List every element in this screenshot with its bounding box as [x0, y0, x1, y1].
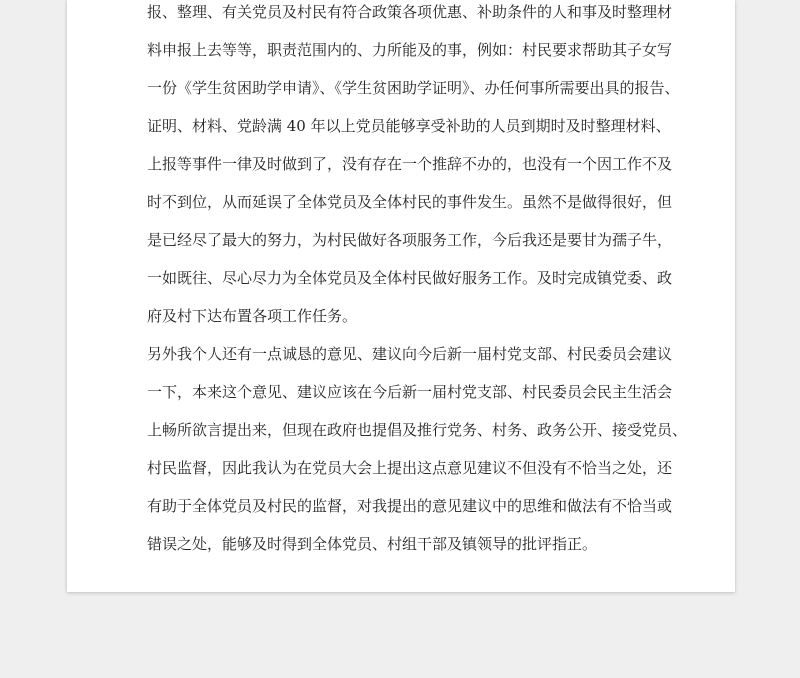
- text-line: 另外我个人还有一点诚恳的意见、建议向今后新一届村党支部、村民委员会建议: [147, 345, 673, 363]
- text-line: 上畅所欲言提出来，但现在政府也提倡及推行党务、村务、政务公开、接受党员、: [147, 421, 688, 439]
- text-line: 一如既往、尽心尽力为全体党员及全体村民做好服务工作。及时完成镇党委、政: [147, 269, 673, 287]
- text-line: 时不到位，从而延误了全体党员及全体村民的事件发生。虽然不是做得很好，但: [147, 193, 673, 211]
- text-line: 报、整理、有关党员及村民有符合政策各项优惠、补助条件的人和事及时整理材: [147, 3, 673, 21]
- text-line: 证明、材料、党龄满 40 年以上党员能够享受补助的人员到期时及时整理材料、: [147, 117, 671, 135]
- text-line: 一份《学生贫困助学申请》、《学生贫困助学证明》、办任何事所需要出具的报告、: [147, 79, 680, 97]
- text-line: 府及村下达布置各项工作任务。: [147, 307, 358, 325]
- text-line: 错误之处，能够及时得到全体党员、村组干部及镇领导的批评指正。: [147, 535, 598, 553]
- text-line: 村民监督，因此我认为在党员大会上提出这点意见建议不但没有不恰当之处，还: [147, 459, 673, 477]
- text-line: 上报等事件一律及时做到了，没有存在一个推辞不办的，也没有一个因工作不及: [147, 155, 673, 173]
- text-line: 料申报上去等等，职责范围内的、力所能及的事，例如：村民要求帮助其子女写: [147, 41, 673, 59]
- text-line: 有助于全体党员及村民的监督，对我提出的意见建议中的思维和做法有不恰当或: [147, 497, 673, 515]
- document-page: [67, 0, 735, 592]
- text-line: 是已经尽了最大的努力，为村民做好各项服务工作，今后我还是要甘为孺子牛，: [147, 231, 673, 249]
- text-line: 一下，本来这个意见、建议应该在今后新一届村党支部、村民委员会民主生活会: [147, 383, 673, 401]
